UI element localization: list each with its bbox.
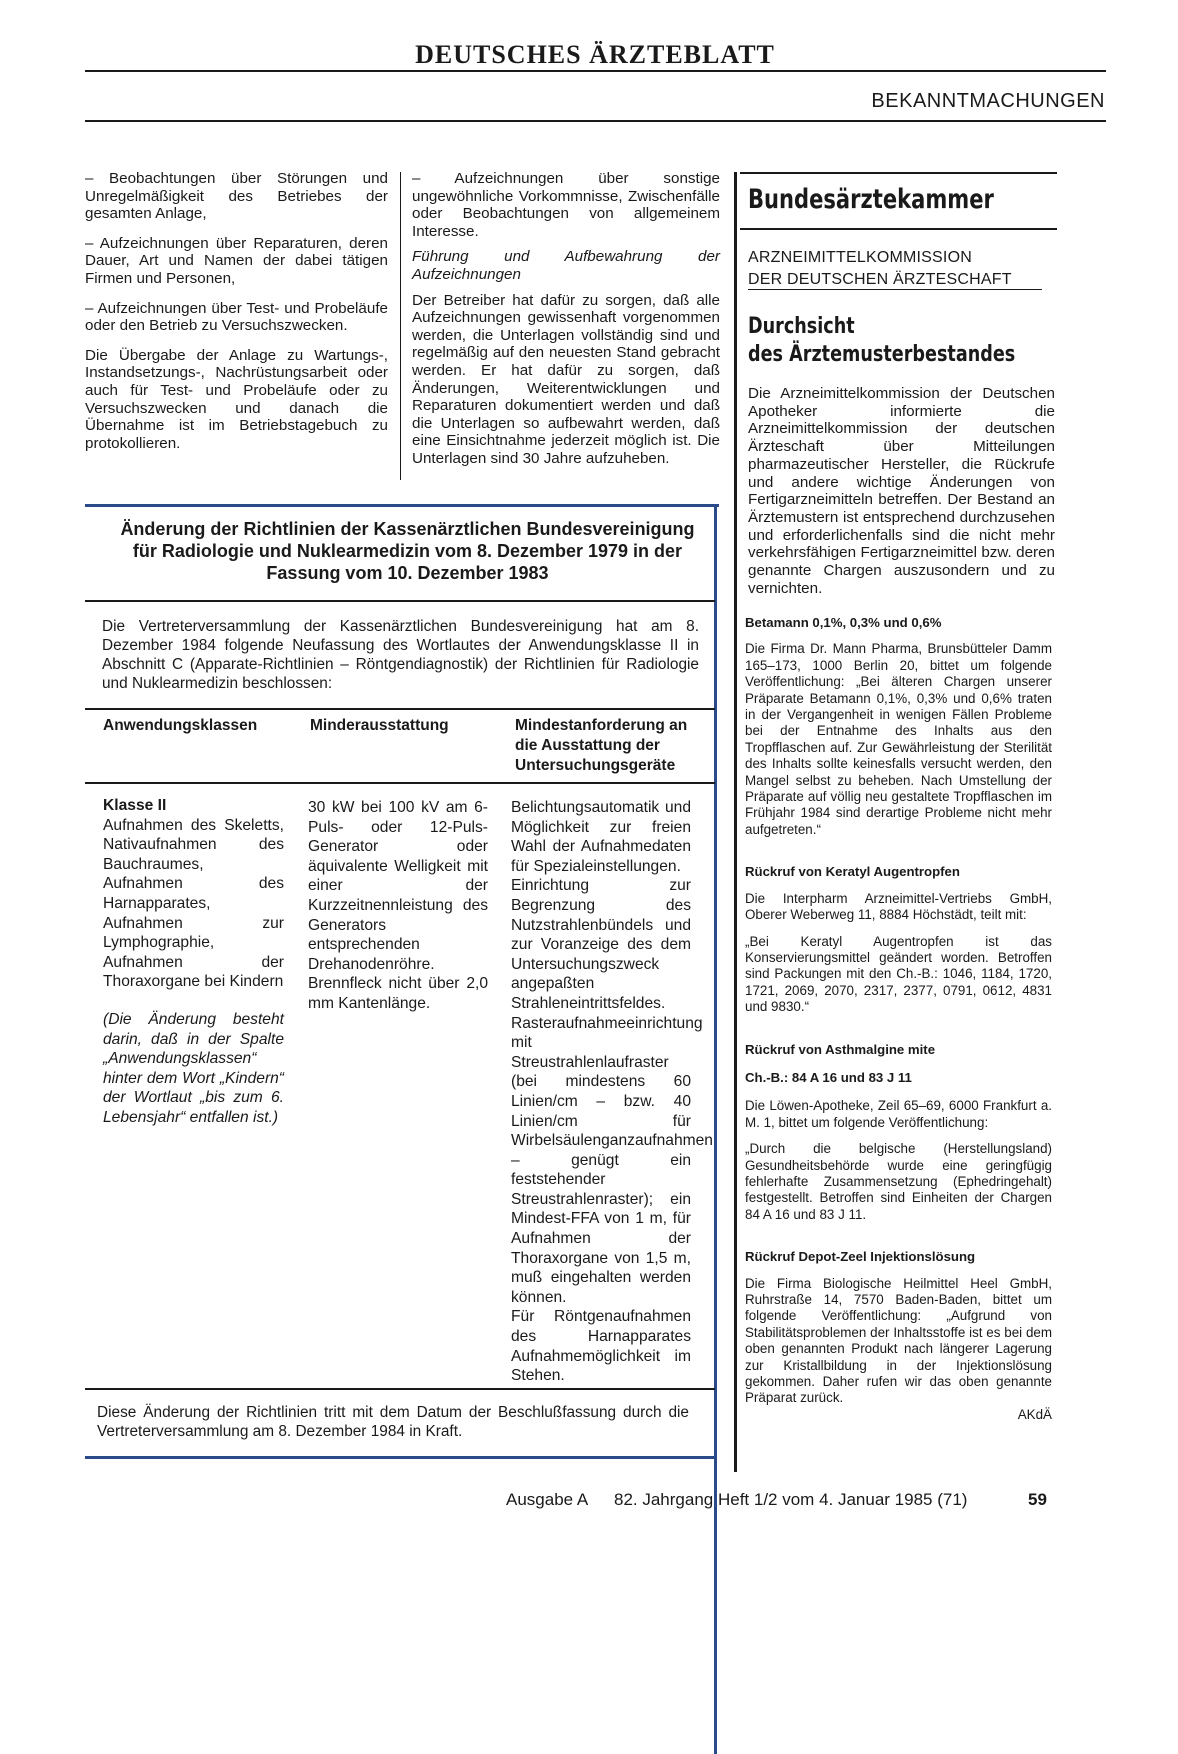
middle-item: – Aufzeichnungen über sonstige ungewöhnliche Vorkommnisse, Zwischenfälle oder Beobachtungen von allgemeinem Interesse. <box>412 170 720 240</box>
footer-edition: Ausgabe A <box>506 1490 589 1509</box>
box-bottom-rule <box>85 1456 717 1459</box>
kommission-line: ARZNEIMITTELKOMMISSION <box>748 249 972 266</box>
box-title-rule <box>85 600 715 602</box>
article-intro: Die Arzneimittelkommission der Deutschen Apotheker informierte die Arzneimittelkommission der deutschen Ärzteschaft über Mitteilungen pharmazeutischer Hersteller, die Rückrufe und andere wichtige Änderungen von Fertigarzneimitteln betreffen. Der Bestand an Ärztemustern ist entsprechend durchzusehen und erforderlichenfalls sind die nicht mehr verkehrsfähigen Fertigarzneimittel bzw. deren genannte Chargen auszusondern und zu vernichten. <box>748 385 1055 597</box>
sidebar-title-rule <box>740 228 1057 230</box>
middle-column <box>412 170 720 480</box>
signature: AKdÄ <box>1017 1406 1052 1422</box>
article-title-line: Durchsicht <box>748 314 855 339</box>
section-subheading: Ch.-B.: 84 A 16 und 83 J 11 <box>745 1069 912 1085</box>
article-title-line: des Ärztemusterbestandes <box>748 342 1016 367</box>
section-paragraph: Die Interpharm Arzneimittel-Vertriebs GmbH, Oberer Weberweg 11, 8884 Höchstädt, teilt mit: <box>745 890 1052 923</box>
section-paragraph: „Bei Keratyl Augentropfen ist das Konservierungsmittel geändert worden. Betroffen sind Packungen mit den Ch.-B.: 1046, 1184, 1720, 1721, 2069, 2070, 2317, 2377, 0791, 0612, 4831 und 9830.“ <box>745 933 1052 1015</box>
table-col-anwendungsklassen <box>103 796 284 1128</box>
section-paragraph: Die Firma Dr. Mann Pharma, Brunsbütteler Damm 165–173, 1000 Berlin 20, bittet um folgende Veröffentlichung: „Bei älteren Chargen unserer Präparate Betamann 0,1%, 0,3% und 0,6% traten in der Vergangenheit in wenigen Fällen Probleme bei der Entnahme des Inhalts aus den Tropfflaschen auf. Zur Gewährleistung der Sterilität des Inhalts sollte keinesfalls versucht werden, den Mangel selbst zu beheben. Nach Umstellung der Präparate auf völlig neu gestaltete Tropfflaschen im Frühjahr 1984 sind derartige Probleme nicht mehr aufgetreten.“ <box>745 641 1052 837</box>
header-rule <box>85 120 1106 122</box>
section-heading: Rückruf Depot-Zeel Injektionslösung <box>745 1249 976 1265</box>
minderausstattung-text: 30 kW bei 100 kV am 6-Puls- oder 12-Puls-Generator oder äquivalente Welligkeit mit einer der Kurzzeitnennleistung des Generators entsprechenden Drehanodenröhre. Brennfleck nicht über 2,0 mm Kantenlänge. <box>308 799 488 1012</box>
middle-subheading: Führung und Aufbewahrung der Aufzeichnungen <box>412 248 720 283</box>
page-number: 59 <box>1028 1490 1047 1509</box>
left-item: – Aufzeichnungen über Test- und Probeläufe oder den Betrieb zu Versuchszwecken. <box>85 299 388 335</box>
sidebar-divider <box>734 172 737 1472</box>
table-header-anwendungsklassen: Anwendungsklassen <box>103 717 258 734</box>
box-top-rule <box>85 504 719 507</box>
box-closing: Diese Änderung der Richtlinien tritt mit dem Datum der Beschlußfassung durch die Vertreterversammlung am 8. Dezember 1984 in Kraft. <box>97 1404 689 1440</box>
section-label: BEKANNTMACHUNGEN <box>871 90 1105 112</box>
klasse-description: Aufnahmen des Skeletts, Nativaufnahmen des Bauchraumes, Aufnahmen des Harnapparates, Aufnahmen zur Lymphographie, Aufnahmen der Thoraxorgane bei Kindern <box>103 816 284 991</box>
masthead: DEUTSCHES ÄRZTEBLATT <box>415 40 775 69</box>
box-title: Änderung der Richtlinien der Kassenärztlichen Bundesvereinigung für Radiologie und Nuklearmedizin vom 8. Dezember 1979 in der Fassung vom 10. Dezember 1983 <box>120 519 695 583</box>
masthead-rule <box>85 70 1106 72</box>
section-heading: Rückruf von Asthmalgine mite <box>745 1041 936 1057</box>
table-header-mindestanforderung: Mindestanforderung an die Ausstattung der Untersuchungsgeräte <box>515 717 688 774</box>
table-col-mindestanforderung <box>511 798 713 1386</box>
left-paragraph: Die Übergabe der Anlage zu Wartungs-, Instandsetzungs-, Nachrüstungsarbeit oder auch für Test- und Probeläufe oder zu Versuchszwecken und danach die Übernahme ist im Betriebstagebuch zu protokollieren. <box>85 346 388 452</box>
section-paragraph: „Durch die belgische (Herstellungsland) Gesundheitsbehörde wurde eine geringfügig fehlerhafte Zusammensetzung (Ephedringehalt) festgestellt. Betroffen sind Einheiten der Chargen 84 A 16 und 83 J 11. <box>745 1141 1052 1222</box>
section-heading: Rückruf von Keratyl Augentropfen <box>745 864 960 880</box>
table-col-minderausstattung <box>308 798 488 1014</box>
left-item: – Aufzeichnungen über Reparaturen, deren Dauer, Art und Namen der dabei tätigen Firmen und Personen, <box>85 234 388 287</box>
klasse-label: Klasse II <box>103 797 167 814</box>
article-title <box>748 313 1015 369</box>
bundesaerztekammer-title: Bundesärztekammer <box>748 184 994 215</box>
box-intro: Die Vertreterversammlung der Kassenärztlichen Bundesvereinigung hat am 8. Dezember 1984 folgende Neufassung des Wortlautes der Anwendungsklasse II in Abschnitt C (Apparate-Richtlinien – Röntgendiagnostik) der Richtlinien für Radiologie und Nuklearmedizin beschlossen: <box>102 618 699 692</box>
section-heading: Betamann 0,1%, 0,3% und 0,6% <box>745 615 942 630</box>
sidebar-top-rule <box>740 172 1057 174</box>
requirement-item: Rasteraufnahmeeinrichtung mit Streustrahlenlaufraster (bei mindestens 60 Linien/cm – bzw. 40 Linien/cm für Wirbelsäulenganzaufnahmen – genügt ein feststehender Streustrahlenraster); ein Mindest-FFA von 1 m, für Aufnahmen der Thoraxorgane von 1,5 m, muß eingehalten werden können. <box>511 1014 713 1306</box>
table-top-rule <box>85 708 715 710</box>
table-bottom-rule <box>85 1388 715 1390</box>
footer-issue: 82. Jahrgang Heft 1/2 vom 4. Januar 1985 (71) <box>614 1490 968 1509</box>
requirement-item: Einrichtung zur Begrenzung des Nutzstrahlenbündels und zur Voranzeige des dem Untersuchungszweck angepaßten Strahleneintrittsfeldes. <box>511 877 691 1012</box>
kommission-label <box>748 247 1012 291</box>
table-header-rule <box>85 782 715 784</box>
requirement-item: Belichtungsautomatik und Möglichkeit zur freien Wahl der Aufnahmedaten für Spezialeinstellungen. <box>511 799 691 875</box>
sidebar-sections <box>745 615 1052 1423</box>
left-column <box>85 170 388 464</box>
column-divider <box>400 172 401 480</box>
section-paragraph: Die Firma Biologische Heilmittel Heel GmbH, Ruhrstraße 14, 7570 Baden-Baden, bittet um folgende Veröffentlichung: „Aufgrund von Stabilitätsproblemen der Inhaltsstoffe ist es bei dem oben genannten Produkt nach längerer Lagerung zur Kristallbildung in der Injektionslösung gekommen. Daher rufen wir das oben genannte Präparat zurück. <box>745 1275 1052 1406</box>
requirement-item: Für Röntgenaufnahmen des Harnapparates Aufnahmemöglichkeit im Stehen. <box>511 1308 691 1385</box>
middle-paragraph: Der Betreiber hat dafür zu sorgen, daß alle Aufzeichnungen gewissenhaft vorgenommen werden, die Unterlagen vollständig sind und regelmäßig auf den neuesten Stand gebracht werden. Er hat dafür zu sorgen, daß Änderungen, Weiterentwicklungen und Reparaturen dokumentiert werden und daß die Unterlagen so aufbewahrt werden, daß eine Einsichtnahme jederzeit möglich ist. Die Unterlagen sind 30 Jahre aufzuheben. <box>412 291 720 467</box>
box-right-rule <box>714 504 717 1754</box>
change-note: (Die Änderung besteht darin, daß in der Spalte „Anwendungsklassen“ hinter dem Wort „Kindern“ der Wortlaut „bis zum 6. Lebensjahr“ entfallen ist.) <box>103 1010 284 1126</box>
section-paragraph: Die Löwen-Apotheke, Zeil 65–69, 6000 Frankfurt a. M. 1, bittet um folgende Veröffentlichung: <box>745 1098 1052 1130</box>
table-header-minderausstattung: Minderausstattung <box>310 717 449 734</box>
left-item: – Beobachtungen über Störungen und Unregelmäßigkeit des Betriebes der gesamten Anlage, <box>85 170 388 223</box>
kommission-line: DER DEUTSCHEN ÄRZTESCHAFT <box>748 271 1012 288</box>
kommission-rule <box>748 289 1042 290</box>
